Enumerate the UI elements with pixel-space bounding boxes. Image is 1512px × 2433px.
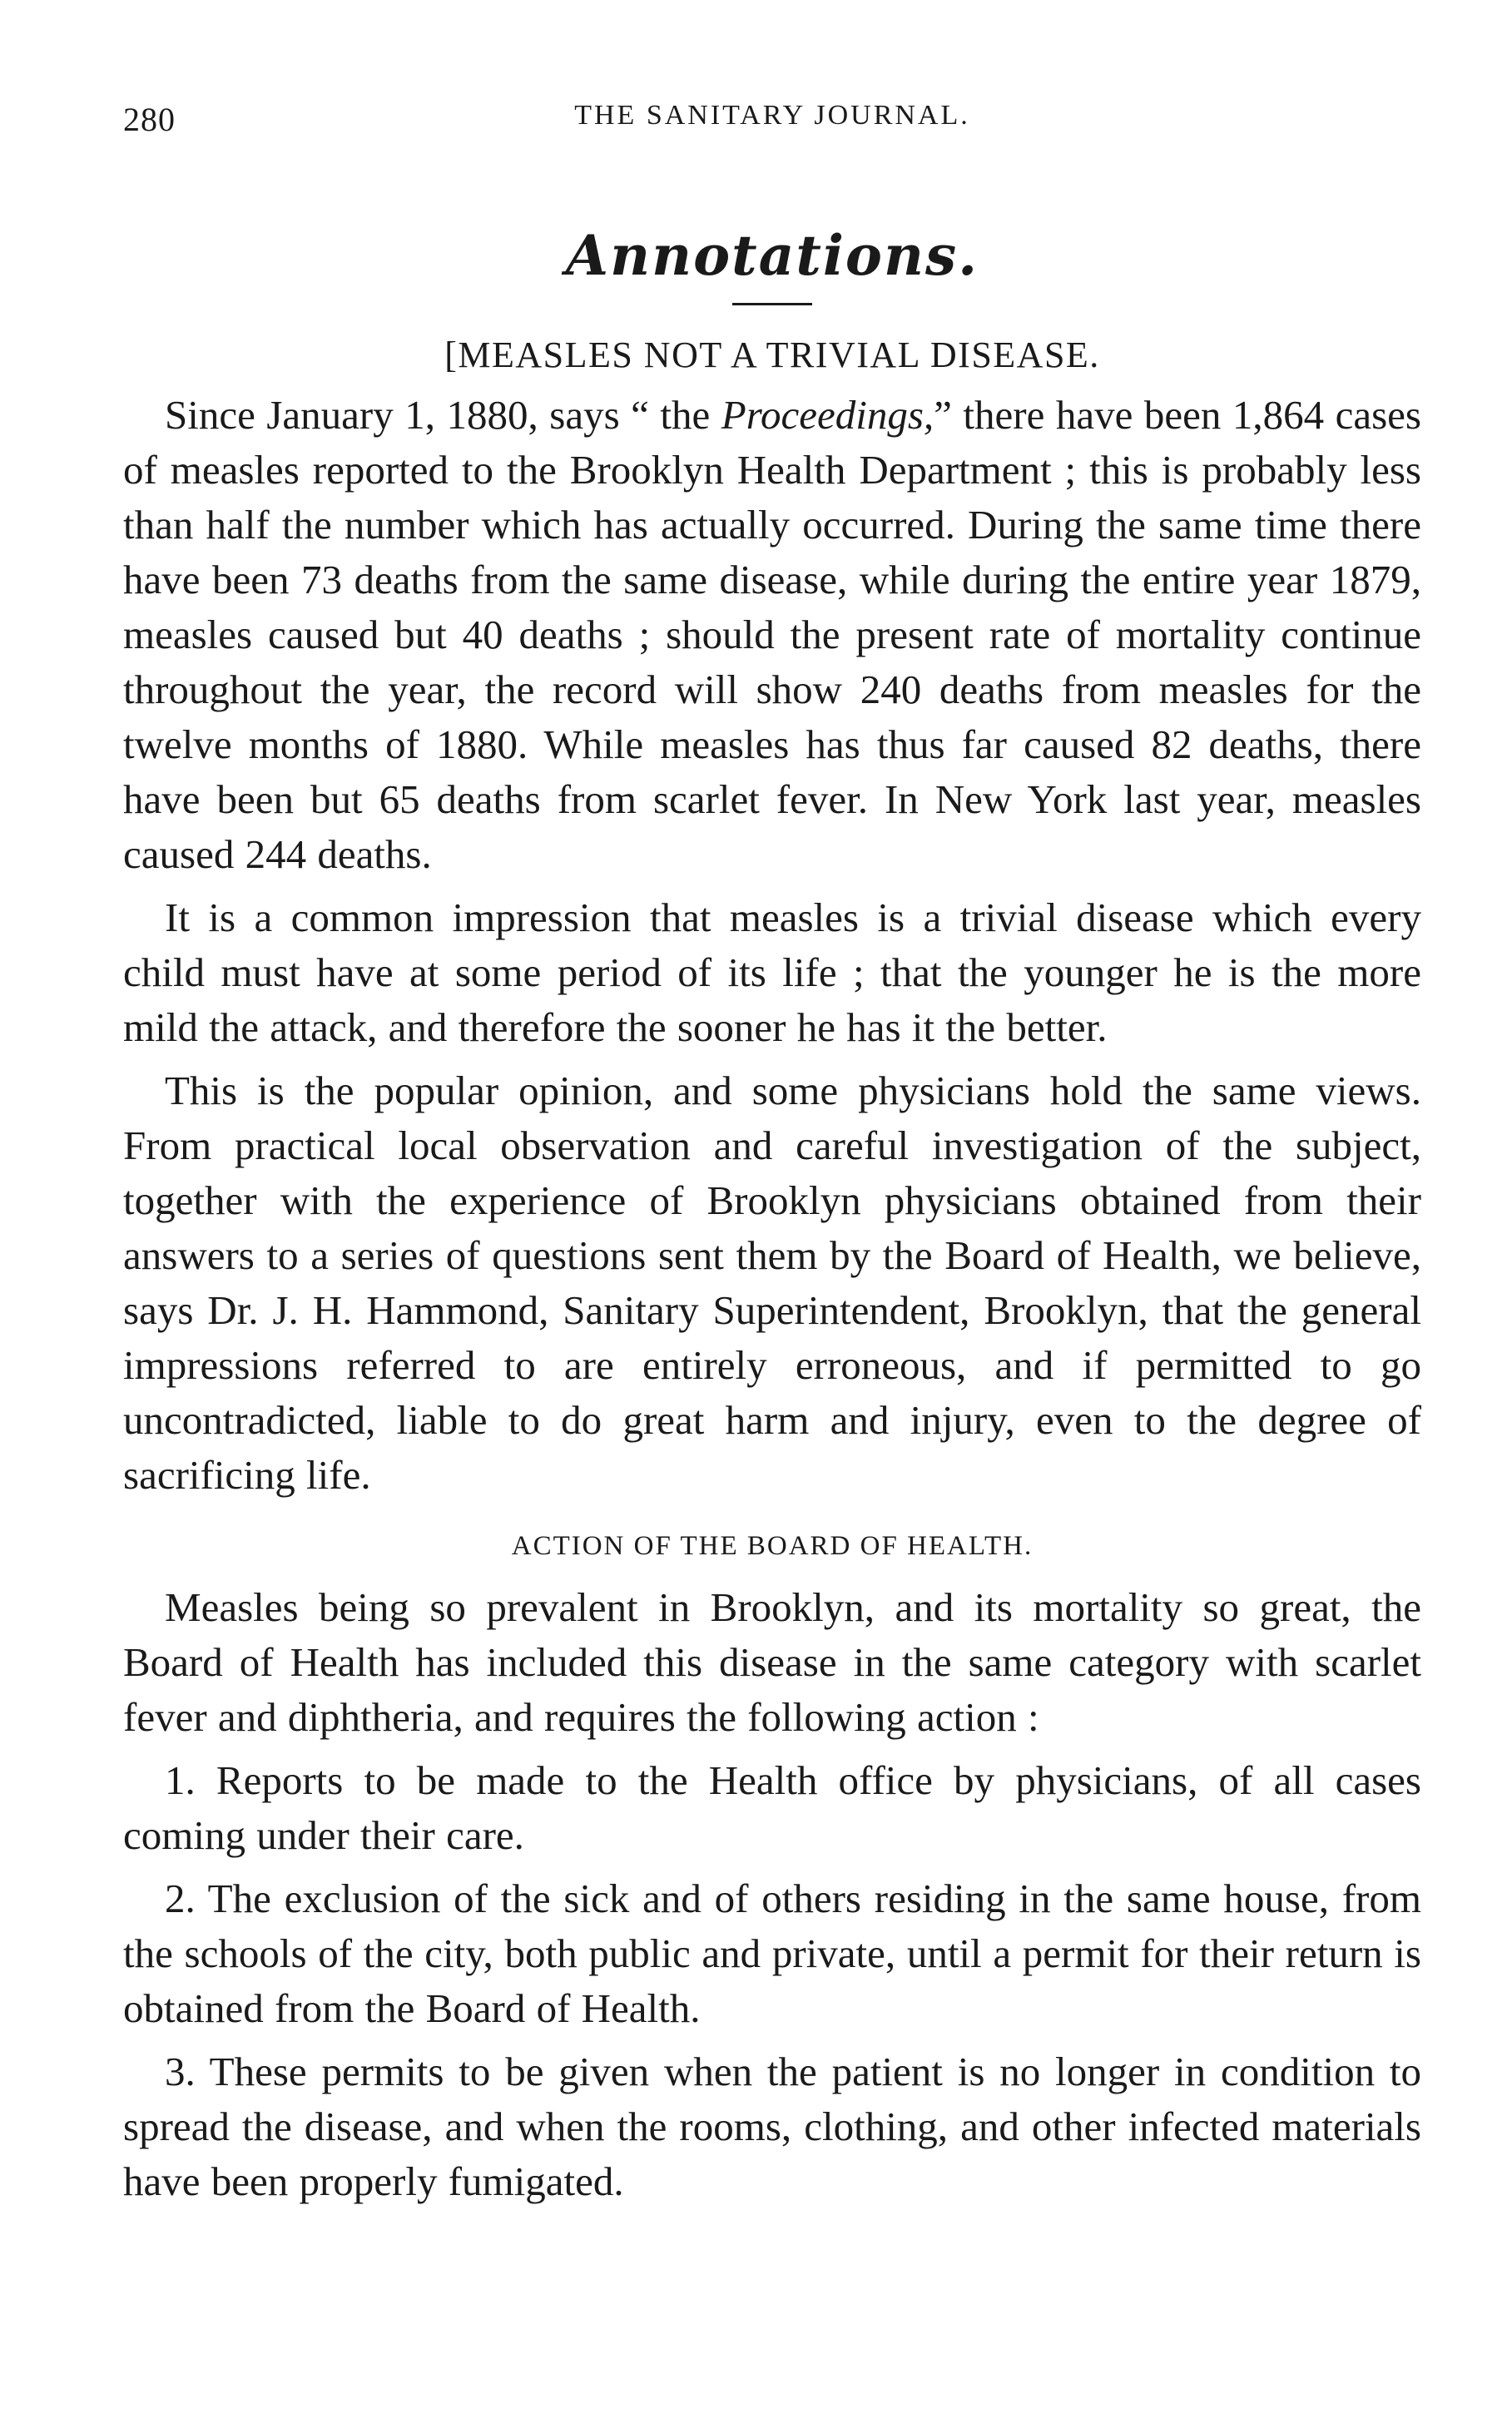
subheading-board-of-health: ACTION OF THE BOARD OF HEALTH. (511, 1531, 1034, 1561)
journal-page (123, 100, 1421, 2209)
article-heading: [MEASLES NOT A TRIVIAL DISEASE. (444, 334, 1100, 375)
action-item-3: 3. These permits to be given when the patient is no longer in condition to spread the disease, and when the rooms, clothing, and other infected materials have been properly fumigated. (123, 2049, 1421, 2204)
proceedings-citation: Proceedings, (721, 392, 934, 438)
paragraph-1 (123, 388, 1421, 882)
running-head: THE SANITARY JOURNAL. (574, 100, 970, 131)
action-item-2: 2. The exclusion of the sick and of others residing in the same house, from the schools of the city, both public and private, until a permit for their return is obtained from the Board of Health. (123, 1876, 1421, 2031)
article-body (123, 388, 1421, 1503)
paragraph-1-rest: ” there have been 1,864 cases of measles reported to the Brooklyn Health Department ; this is probably less than half the number which has actually occurred. During the same time there have been 73 deaths from the same disease, while during the entire year 1879, measles caused but 40 deaths ; should the present rate of mortality continue throughout the year, the record will show 240 deaths from measles for the twelve months of 1880. While measles has thus far caused 82 deaths, there have been but 65 deaths from scarlet fever. In New York last year, measles caused 244 deaths. (123, 392, 1421, 877)
paragraph-1-start: Since January 1, 1880, says “ the (165, 392, 721, 438)
page-header (123, 100, 1421, 150)
paragraph-4: Measles being so prevalent in Brooklyn, and its mortality so great, the Board of Health has included this disease in the same category with scarlet fever and diphtheria, and requires the following action : (123, 1584, 1421, 1740)
paragraph-2: It is a common impression that measles is a trivial disease which every child must have at some period of its life ; that the younger he is the more mild the attack, and therefore the sooner he has it the better. (123, 894, 1421, 1050)
section-title: Annotations. (565, 223, 979, 288)
action-item-1: 1. Reports to be made to the Health office by physicians, of all cases coming under their care. (123, 1757, 1421, 1858)
paragraph-3: This is the popular opinion, and some physicians hold the same views. From practical local observation and careful investigation of the subject, together with the experience of Brooklyn physicians obtained from their answers to a series of questions sent them by the Board of Health, we believe, says Dr. J. H. Hammond, Sanitary Superintendent, Brooklyn, that the general impressions referred to are entirely erroneous, and if permitted to go uncontradicted, liable to do great harm and injury, even to the degree of sacrificing life. (123, 1068, 1421, 1498)
title-rule (732, 303, 812, 305)
board-action-body (123, 1580, 1421, 2209)
page-number: 280 (123, 101, 176, 138)
